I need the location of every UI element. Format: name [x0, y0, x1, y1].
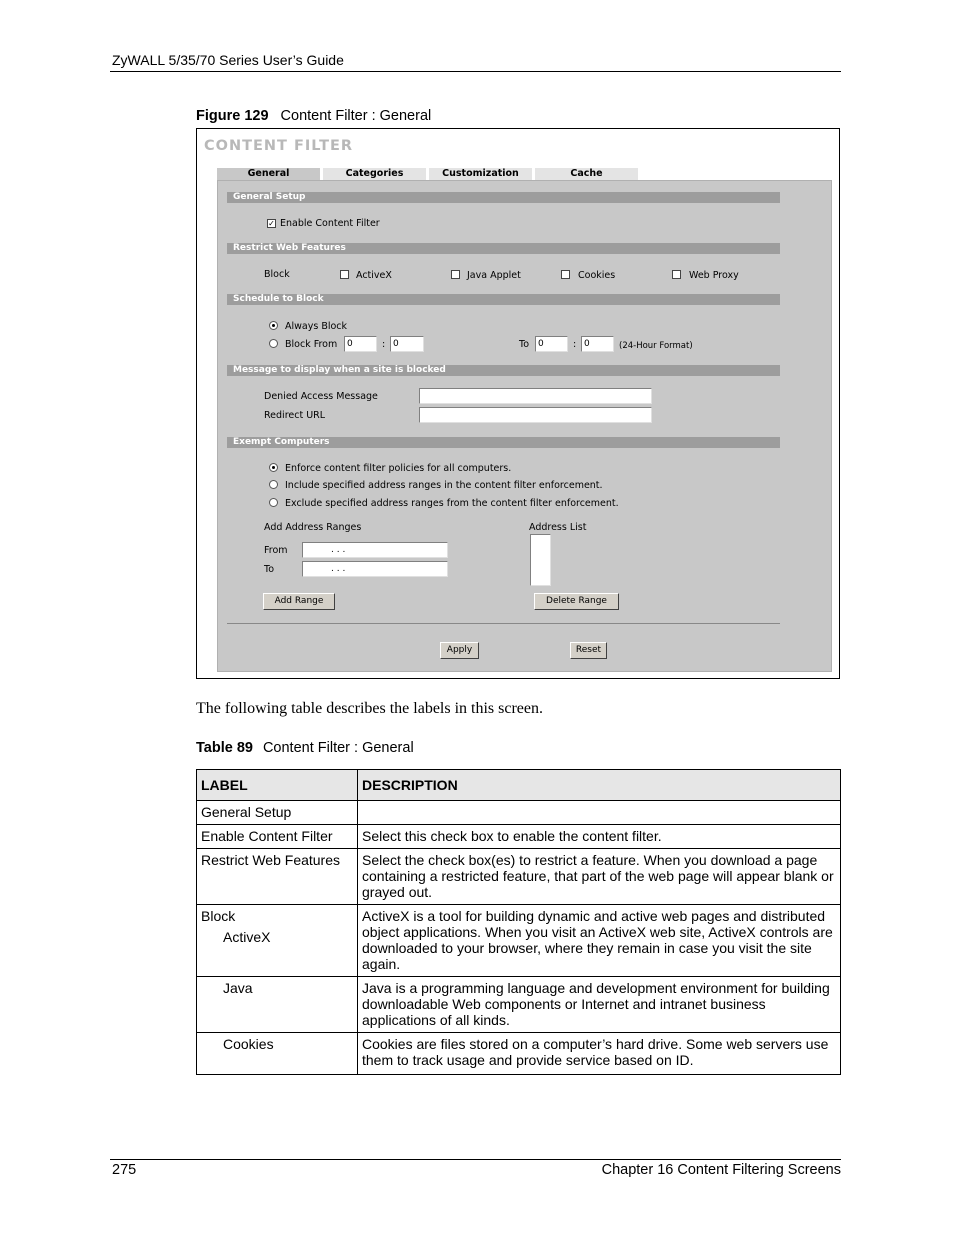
table-row	[197, 977, 841, 1033]
reset-button[interactable]: Reset	[570, 642, 607, 659]
exempt-option-exclude: Exclude specified address ranges from the content filter enforcement.	[285, 498, 619, 509]
table-caption	[196, 740, 414, 756]
exempt-exclude-radio[interactable]	[269, 498, 278, 507]
block-from-minute-input[interactable]: 0	[390, 336, 424, 352]
hour-format-note: (24-Hour Format)	[619, 341, 693, 351]
range-from-label: From	[264, 545, 288, 556]
table-row	[197, 825, 841, 849]
tab-categories[interactable]: Categories	[323, 168, 426, 180]
apply-button[interactable]: Apply	[440, 642, 479, 659]
chapter-title: Chapter 16 Content Filtering Screens	[601, 1162, 841, 1178]
row-description: Select this check box to enable the content filter.	[358, 825, 841, 849]
redirect-url-label: Redirect URL	[264, 410, 326, 421]
content-filter-screenshot	[196, 128, 840, 679]
table-row	[197, 849, 841, 905]
screen-title: CONTENT FILTER	[204, 138, 354, 154]
section-blocked-message: Message to display when a site is blocked	[227, 365, 780, 376]
panel-divider	[227, 623, 780, 624]
block-from-radio[interactable]	[269, 339, 278, 348]
intro-paragraph: The following table describes the labels in this screen.	[196, 700, 544, 717]
table-row	[197, 1033, 841, 1075]
range-from-ip-input[interactable]: . . .	[302, 542, 448, 558]
block-from-hour-input[interactable]: 0	[344, 336, 377, 352]
block-label: Block	[264, 269, 290, 280]
label-column-header: LABEL	[197, 770, 358, 801]
row-label: Block	[201, 908, 236, 924]
denied-access-message-input[interactable]	[419, 388, 652, 404]
exempt-option-all: Enforce content filter policies for all computers.	[285, 463, 512, 474]
enable-content-filter-checkbox[interactable]: ✓	[268, 219, 275, 228]
row-description	[358, 801, 841, 825]
exempt-all-radio[interactable]	[269, 463, 278, 472]
denied-access-label: Denied Access Message	[264, 391, 378, 402]
cookies-label: Cookies	[578, 270, 616, 281]
row-label: General Setup	[197, 801, 358, 825]
row-description: ActiveX is a tool for building dynamic and active web pages and distributed object applications. When you visit an ActiveX web site, ActiveX controls are downloaded to your browser, where they remain in case you visit the site again.	[358, 905, 841, 977]
java-applet-checkbox[interactable]	[451, 270, 460, 279]
row-label: Enable Content Filter	[197, 825, 358, 849]
web-proxy-label: Web Proxy	[689, 270, 739, 281]
running-header: ZyWALL 5/35/70 Series User’s Guide	[112, 52, 344, 68]
add-address-ranges-label: Add Address Ranges	[264, 522, 362, 533]
activex-label: ActiveX	[356, 270, 392, 281]
figure-caption	[196, 108, 431, 124]
time-separator: :	[573, 339, 577, 350]
java-applet-label: Java Applet	[467, 270, 521, 281]
table-row	[197, 801, 841, 825]
redirect-url-input[interactable]	[419, 407, 652, 423]
section-schedule-to-block: Schedule to Block	[227, 294, 780, 305]
block-to-hour-input[interactable]: 0	[535, 336, 568, 352]
activex-checkbox[interactable]	[340, 270, 349, 279]
section-general-setup: General Setup	[227, 192, 780, 203]
figure-label: Figure 129	[196, 108, 269, 124]
tab-cache[interactable]: Cache	[535, 168, 638, 180]
address-list-label: Address List	[529, 522, 587, 533]
page-number: 275	[112, 1162, 137, 1178]
labels-table	[196, 769, 841, 1075]
delete-range-button[interactable]: Delete Range	[534, 593, 619, 610]
always-block-label: Always Block	[285, 321, 348, 332]
block-to-label: To	[519, 339, 530, 350]
row-label: Restrict Web Features	[197, 849, 358, 905]
table-label: Table 89	[196, 740, 253, 756]
cookies-checkbox[interactable]	[561, 270, 570, 279]
block-from-label: Block From	[285, 339, 338, 350]
row-label-cell	[197, 977, 358, 1033]
table-header-row	[197, 770, 841, 801]
row-description: Java is a programming language and development environment for building downloadable Web components or Internet and intranet business applications of all kinds.	[358, 977, 841, 1033]
tab-general[interactable]: General	[217, 168, 320, 180]
tab-customization[interactable]: Customization	[429, 168, 532, 180]
time-separator: :	[382, 339, 386, 350]
description-column-header: DESCRIPTION	[358, 770, 841, 801]
row-sublabel: ActiveX	[223, 929, 271, 945]
row-sublabel: Cookies	[223, 1036, 274, 1052]
exempt-include-radio[interactable]	[269, 480, 278, 489]
row-description: Select the check box(es) to restrict a feature. When you download a page containing a restricted feature, that part of the web page will appear blank or grayed out.	[358, 849, 841, 905]
address-list-box[interactable]	[530, 534, 551, 586]
row-label-cell	[197, 1033, 358, 1075]
footer-rule	[110, 1159, 841, 1160]
row-sublabel: Java	[223, 980, 253, 996]
section-restrict-web-features: Restrict Web Features	[227, 243, 780, 254]
add-range-button[interactable]: Add Range	[263, 593, 335, 610]
figure-caption-text: Content Filter : General	[280, 108, 432, 124]
header-rule	[110, 71, 841, 72]
block-to-minute-input[interactable]: 0	[581, 336, 614, 352]
range-to-ip-input[interactable]: . . .	[302, 561, 448, 577]
table-row	[197, 905, 841, 977]
enable-content-filter-label: Enable Content Filter	[280, 218, 380, 229]
always-block-radio[interactable]	[269, 321, 278, 330]
range-to-label: To	[264, 564, 275, 575]
section-exempt-computers: Exempt Computers	[227, 437, 780, 448]
web-proxy-checkbox[interactable]	[672, 270, 681, 279]
row-label-cell	[197, 905, 358, 977]
row-description: Cookies are files stored on a computer’s hard drive. Some web servers use them to track usage and provide service based on ID.	[358, 1033, 841, 1075]
table-caption-text: Content Filter : General	[262, 740, 414, 756]
exempt-option-include: Include specified address ranges in the content filter enforcement.	[285, 480, 603, 491]
